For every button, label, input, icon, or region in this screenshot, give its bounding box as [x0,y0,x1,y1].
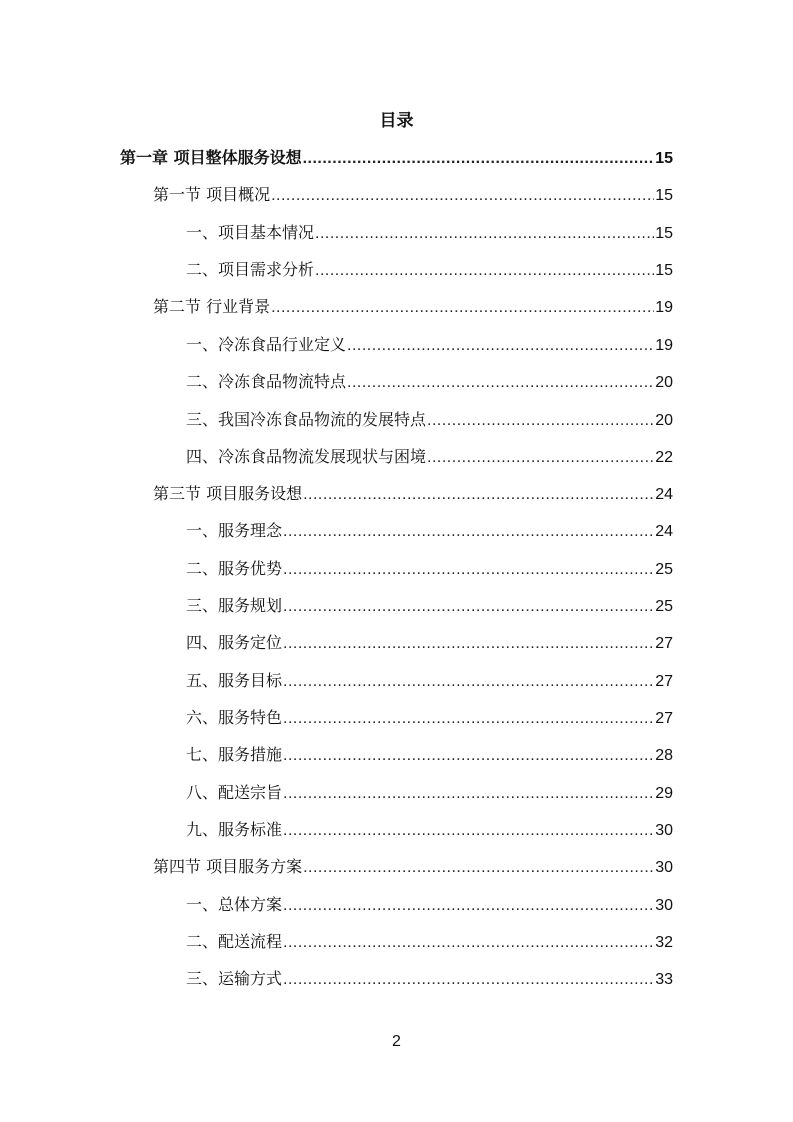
toc-entry-page: 29 [655,785,673,802]
toc-entry-page: 30 [655,822,673,839]
toc-entry-subsection[interactable] [186,408,673,432]
toc-entry-page: 24 [655,486,673,503]
dot-leader [271,296,654,320]
toc-entry-chapter[interactable] [120,146,673,170]
toc-entry-section[interactable] [153,295,673,319]
toc-entry-label: 六、服务特色 [186,708,283,727]
dot-leader [427,446,654,470]
toc-entry-page: 28 [655,747,673,764]
toc-entry-label: 第二节 行业背景 [153,297,271,316]
toc-entry-section[interactable] [153,183,673,207]
toc-entry-label: 四、冷冻食品物流发展现状与困境 [186,447,427,466]
toc-entry-subsection[interactable] [186,221,673,245]
toc-entry-page: 30 [655,897,673,914]
toc-entry-section[interactable] [153,855,673,879]
toc-entry-label: 第四节 项目服务方案 [153,857,303,876]
dot-leader [303,856,654,880]
toc-entry-subsection[interactable] [186,706,673,730]
toc-entry-label: 一、冷冻食品行业定义 [186,335,347,354]
toc-entry-page: 25 [655,561,673,578]
dot-leader [427,409,654,433]
page-number: 2 [392,1033,401,1050]
dot-leader [283,595,654,619]
dot-leader [303,483,654,507]
toc-entry-label: 五、服务目标 [186,671,283,690]
toc-entry-subsection[interactable] [186,893,673,917]
dot-leader [283,632,654,656]
toc-entry-page: 25 [655,598,673,615]
toc-entry-page: 22 [655,449,673,466]
dot-leader [315,222,654,246]
toc-entry-label: 二、冷冻食品物流特点 [186,372,347,391]
toc-entry-page: 24 [655,523,673,540]
toc-entry-subsection[interactable] [186,781,673,805]
dot-leader [283,670,654,694]
toc-entry-label: 第一章 项目整体服务设想 [120,148,302,167]
toc-entry-page: 27 [655,673,673,690]
toc-entry-label: 一、总体方案 [186,895,283,914]
toc-entry-label: 四、服务定位 [186,633,283,652]
toc-entry-subsection[interactable] [186,669,673,693]
toc-entry-label: 二、项目需求分析 [186,260,315,279]
toc-entry-subsection[interactable] [186,445,673,469]
toc-entry-page: 27 [655,635,673,652]
dot-leader [283,819,654,843]
dot-leader [283,744,654,768]
toc-entry-page: 19 [655,299,673,316]
toc-entry-page: 15 [655,225,673,242]
toc-entry-label: 三、运输方式 [186,969,283,988]
toc-entry-subsection[interactable] [186,743,673,767]
toc-entry-page: 15 [655,262,673,279]
toc-entry-subsection[interactable] [186,594,673,618]
toc-entry-subsection[interactable] [186,557,673,581]
dot-leader [283,894,654,918]
dot-leader [303,147,655,171]
toc-entry-subsection[interactable] [186,258,673,282]
toc-entry-page: 30 [655,859,673,876]
toc-entry-subsection[interactable] [186,930,673,954]
toc-entry-subsection[interactable] [186,333,673,357]
toc-entry-label: 一、项目基本情况 [186,223,315,242]
toc-entry-page: 20 [655,412,673,429]
dot-leader [283,782,654,806]
toc-entry-label: 二、配送流程 [186,932,283,951]
dot-leader [347,371,654,395]
dot-leader [271,184,654,208]
toc-entry-subsection[interactable] [186,631,673,655]
toc-entry-subsection[interactable] [186,519,673,543]
toc-entry-page: 27 [655,710,673,727]
dot-leader [347,334,654,358]
dot-leader [283,707,654,731]
toc-entry-label: 第一节 项目概况 [153,185,271,204]
toc-entry-label: 八、配送宗旨 [186,783,283,802]
toc-entry-label: 第三节 项目服务设想 [153,484,303,503]
toc-entry-label: 二、服务优势 [186,559,283,578]
toc-entry-page: 15 [655,187,673,204]
toc-entry-label: 一、服务理念 [186,521,283,540]
toc-entry-page: 33 [655,971,673,988]
toc-entry-subsection[interactable] [186,370,673,394]
toc-entry-label: 三、我国冷冻食品物流的发展特点 [186,410,427,429]
toc-entry-page: 20 [655,374,673,391]
dot-leader [283,558,654,582]
toc-entry-subsection[interactable] [186,818,673,842]
toc-entry-label: 七、服务措施 [186,745,283,764]
dot-leader [283,520,654,544]
toc-entry-page: 19 [655,337,673,354]
toc-entry-label: 三、服务规划 [186,596,283,615]
toc-entry-section[interactable] [153,482,673,506]
toc-entry-label: 九、服务标准 [186,820,283,839]
dot-leader [315,259,654,283]
toc-entry-subsection[interactable] [186,967,673,991]
toc-entry-page: 32 [655,934,673,951]
dot-leader [283,931,654,955]
toc-entry-page: 15 [655,150,673,167]
toc-title: 目录 [379,111,414,131]
dot-leader [283,968,654,992]
